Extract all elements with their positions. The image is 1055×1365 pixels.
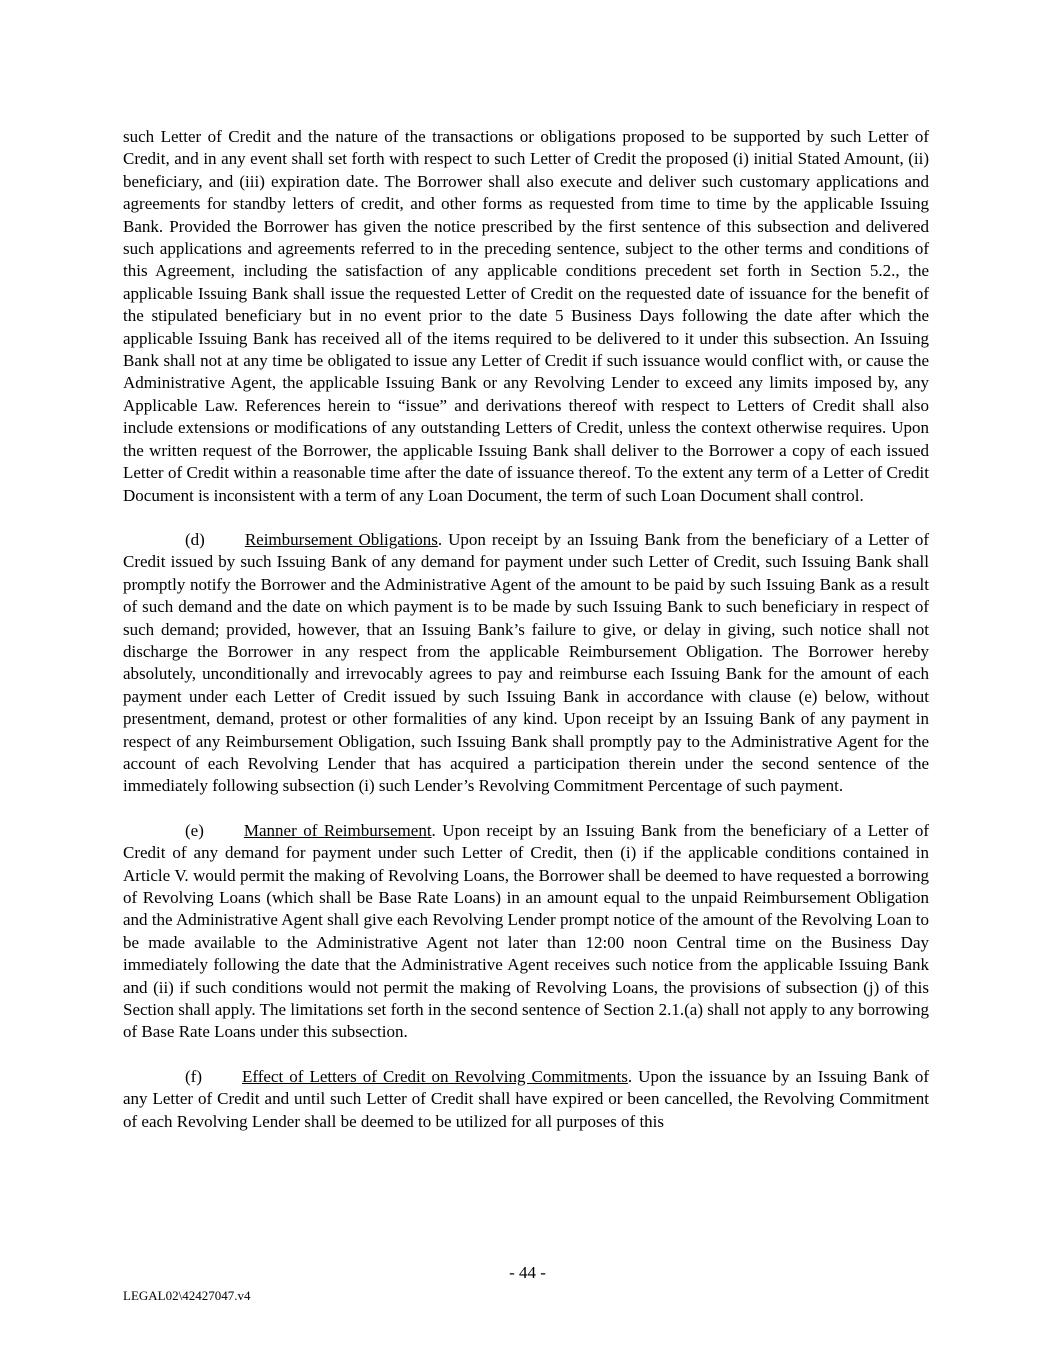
paragraph-e xyxy=(123,820,929,1044)
section-f-body: . Upon the issuance by an Issuing Bank of any Letter of Credit and until such Letter of Credit shall have expired or been cancelled, the Revolving Commitment of each Revolving Lender shall be deemed to be utilized for all purposes of this xyxy=(123,1066,929,1131)
section-e-label: (e) xyxy=(185,820,204,840)
section-e-body: . Upon receipt by an Issuing Bank from the beneficiary of a Letter of Credit of any demand for payment under such Letter of Credit, then (i) if the applicable conditions contained in Article V. would permit the making of Revolving Loans, the Borrower shall be deemed to have requested a borrowing of Revolving Loans (which shall be Base Rate Loans) in an amount equal to the unpaid Reimbursement Obligation and the Administrative Agent shall give each Revolving Lender prompt notice of the amount of the Revolving Loan to be made available to the Administrative Agent not later than 12:00 noon Central time on the Business Day immediately following the date that the Administrative Agent receives such notice from the applicable Issuing Bank and (ii) if such conditions would not permit the making of Revolving Loans, the provisions of subsection (j) of this Section shall apply. The limitations set forth in the second sentence of Section 2.1.(a) shall not apply to any borrowing of Base Rate Loans under this subsection. xyxy=(123,820,929,1042)
section-f-heading: Effect of Letters of Credit on Revolving Commitments xyxy=(241,1066,628,1086)
paragraph-continuation: such Letter of Credit and the nature of the transactions or obligations proposed to be supported by such Letter of Credit, and in any event shall set forth with respect to such Letter of Credit the proposed (i) initial Stated Amount, (ii) beneficiary, and (iii) expiration date. The Borrower shall also execute and deliver such customary applications and agreements for standby letters of credit, and other forms as requested from time to time by the applicable Issuing Bank. Provided the Borrower has given the notice prescribed by the first sentence of this subsection and delivered such applications and agreements referred to in the preceding sentence, subject to the other terms and conditions of this Agreement, including the satisfaction of any applicable conditions precedent set forth in Section 5.2., the applicable Issuing Bank shall issue the requested Letter of Credit on the requested date of issuance for the benefit of the stipulated beneficiary but in no event prior to the date 5 Business Days following the date after which the applicable Issuing Bank has received all of the items required to be delivered to it under this subsection. An Issuing Bank shall not at any time be obligated to issue any Letter of Credit if such issuance would conflict with, or cause the Administrative Agent, the applicable Issuing Bank or any Revolving Lender to exceed any limits imposed by, any Applicable Law. References herein to “issue” and derivations thereof with respect to Letters of Credit shall also include extensions or modifications of any outstanding Letters of Credit, unless the context otherwise requires. Upon the written request of the Borrower, the applicable Issuing Bank shall deliver to the Borrower a copy of each issued Letter of Credit within a reasonable time after the date of issuance thereof. To the extent any term of a Letter of Credit Document is inconsistent with a term of any Loan Document, the term of such Loan Document shall control. xyxy=(123,127,929,505)
section-e-heading: Manner of Reimbursement xyxy=(243,820,432,840)
page-number: - 44 - xyxy=(509,1263,546,1282)
document-body xyxy=(123,126,929,1155)
footer-doc-id: LEGAL02\42427047.v4 xyxy=(123,1288,251,1303)
section-f-label: (f) xyxy=(185,1066,202,1086)
section-d-heading: Reimbursement Obligations xyxy=(244,529,438,549)
paragraph-f xyxy=(123,1066,929,1133)
paragraph-d xyxy=(123,529,929,798)
section-d-label: (d) xyxy=(185,529,205,549)
section-d-body: . Upon receipt by an Issuing Bank from the beneficiary of a Letter of Credit issued by such Issuing Bank of any demand for payment under such Letter of Credit, such Issuing Bank shall promptly notify the Borrower and the Administrative Agent of the amount to be paid by such Issuing Bank as a result of such demand and the date on which payment is to be made by such Issuing Bank to such beneficiary in respect of such demand; provided, however, that an Issuing Bank’s failure to give, or delay in giving, such notice shall not discharge the Borrower in any respect from the applicable Reimbursement Obligation. The Borrower hereby absolutely, unconditionally and irrevocably agrees to pay and reimburse each Issuing Bank for the amount of each payment under each Letter of Credit issued by such Issuing Bank in accordance with clause (e) below, without presentment, demand, protest or other formalities of any kind. Upon receipt by an Issuing Bank of any payment in respect of any Reimbursement Obligation, such Issuing Bank shall promptly pay to the Administrative Agent for the account of each Revolving Lender that has acquired a participation therein under the second sentence of the immediately following subsection (i) such Lender’s Revolving Commitment Percentage of such payment. xyxy=(123,529,930,796)
